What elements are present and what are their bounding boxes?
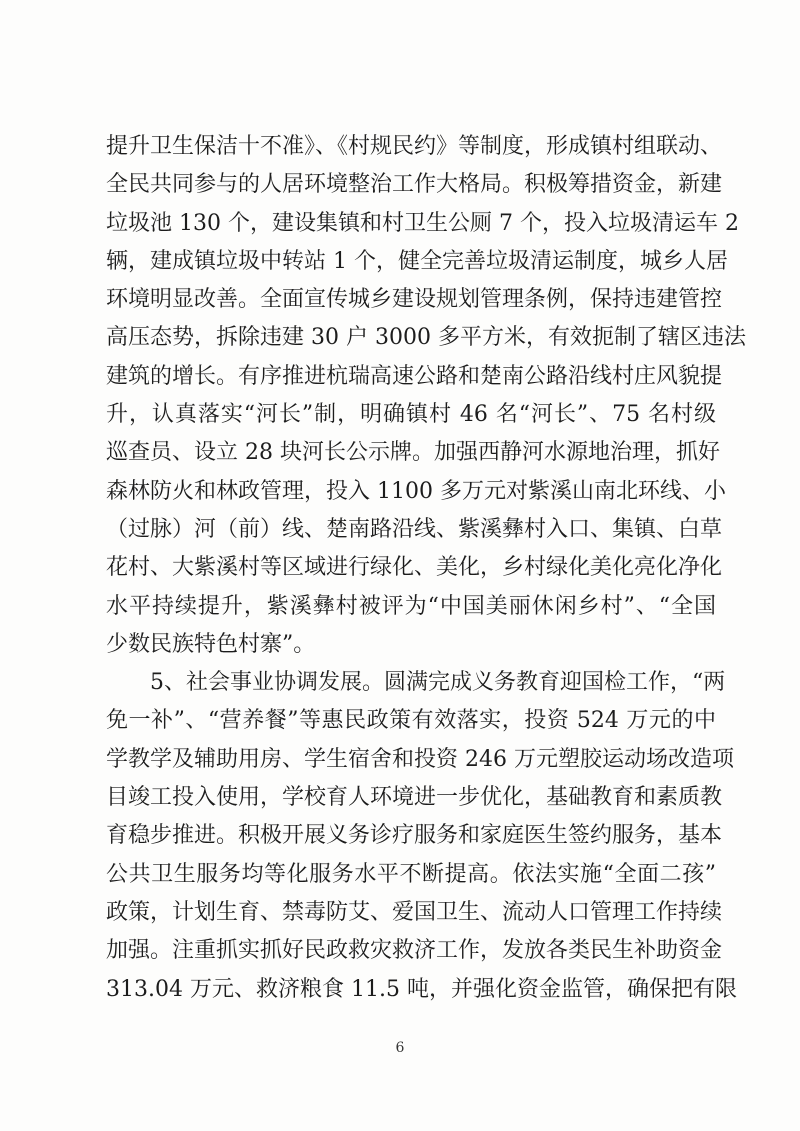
text-line: 水平持续提升，紫溪彝村被评为“中国美丽休闲乡村”、“全国 <box>106 593 716 619</box>
document-body <box>106 128 746 1009</box>
text-line: 313.04 万元、救济粮食 11.5 吨，并强化资金监管，确保把有限 <box>106 976 737 1002</box>
text-line: 公共卫生服务均等化服务水平不断提高。依法实施“全面二孩” <box>106 861 716 887</box>
text-line: 森林防火和林政管理，投入 1100 多万元对紫溪山南北环线、小 <box>106 478 726 504</box>
text-line: 升，认真落实“河长”制，明确镇村 46 名“河长”、75 名村级 <box>106 402 716 428</box>
text-line: （过脉）河（前）线、楚南路沿线、紫溪彝村入口、集镇、白草 <box>106 516 723 542</box>
text-line: 免一补”、“营养餐”等惠民政策有效落实，投资 524 万元的中 <box>106 708 716 734</box>
text-line: 环境明显改善。全面宣传城乡建设规划管理条例，保持违建管控 <box>106 287 723 313</box>
paragraph-last-line: 少数民族特色村寨”。 <box>106 631 316 657</box>
text-line: 辆，建成镇垃圾中转站 1 个，健全完善垃圾清运制度，城乡人居 <box>106 248 728 274</box>
text-line: 全民共同参与的人居环境整治工作大格局。积极筹措资金，新建 <box>106 172 723 198</box>
text-line: 垃圾池 130 个，建设集镇和村卫生公厕 7 个，投入垃圾清运车 2 <box>106 210 739 236</box>
text-line: 提升卫生保洁十不准》、《村规民约》等制度，形成镇村组联动、 <box>106 134 723 159</box>
paragraph-first-line: 5、社会事业协调发展。圆满完成义务教育迎国检工作，“两 <box>150 670 726 696</box>
text-line: 花村、大紫溪村等区域进行绿化、美化，乡村绿化美化亮化净化 <box>106 555 723 581</box>
text-line: 目竣工投入使用，学校育人环境进一步优化，基础教育和素质教 <box>106 785 723 811</box>
page-number: 6 <box>395 1040 405 1056</box>
text-line: 学教学及辅助用房、学生宿舍和投资 246 万元塑胶运动场改造项 <box>106 746 734 772</box>
text-line: 高压态势，拆除违建 30 户 3000 多平方米，有效扼制了辖区违法 <box>106 325 746 351</box>
text-line: 育稳步推进。积极开展义务诊疗服务和家庭医生签约服务，基本 <box>106 823 723 849</box>
text-line: 巡查员、设立 28 块河长公示牌。加强西静河水源地治理，抓好 <box>106 440 720 466</box>
text-line: 建筑的增长。有序推进杭瑞高速公路和楚南公路沿线村庄风貌提 <box>106 363 723 389</box>
text-line: 政策，计划生育、禁毒防艾、爱国卫生、流动人口管理工作持续 <box>106 899 723 925</box>
text-line: 加强。注重抓实抓好民政救灾救济工作，发放各类民生补助资金 <box>106 938 723 964</box>
